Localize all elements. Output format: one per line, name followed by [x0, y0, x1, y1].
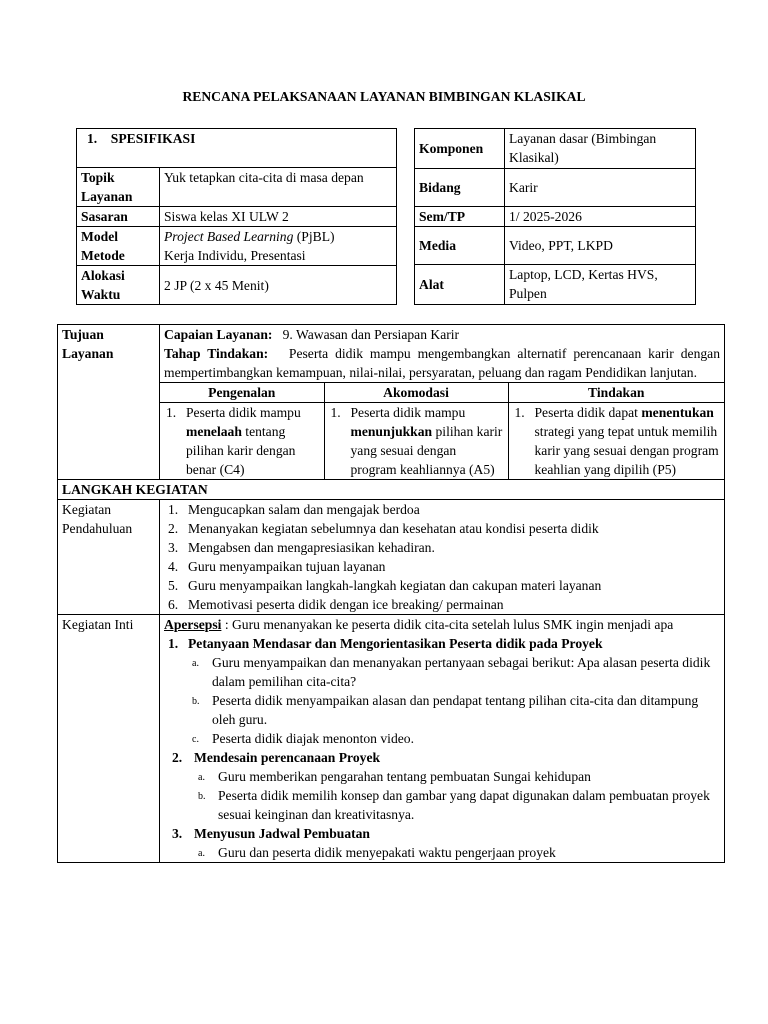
- inti-content: [160, 615, 725, 863]
- media-value: Video, PPT, LKPD: [505, 227, 696, 265]
- col-pengenalan: Pengenalan: [160, 383, 324, 403]
- list-item: 1. Peserta didik dapat menentukan strategi yang tepat untuk memilih karir yang sesuai dengan program keahlian yang dipilih (P5): [514, 405, 719, 477]
- tujuan-subtable: [160, 382, 724, 479]
- akomodasi-cell: [324, 403, 508, 480]
- spesifikasi-heading: [77, 129, 397, 168]
- media-label: Media: [415, 227, 505, 265]
- tahap-line: Tahap Tindakan: Peserta didik mampu mengembangkan alternatif perencanaan karir dengan mempertimbangkan kemampuan, nilai-nilai, persyaratan, peluang dan ragam Pendidikan lanjutan.: [164, 346, 720, 380]
- apersepsi-value: : Guru menanyakan ke peserta didik cita-cita setelah lulus SMK ingin menjadi apa: [224, 617, 674, 632]
- step-3: 3. Menyusun Jadwal Pembuatan a. Guru dan peserta didik menyepakati waktu pengerjaan proyek: [164, 824, 720, 862]
- inti-steps: [164, 634, 720, 862]
- model-value-italic: Project Based Learning: [164, 229, 294, 244]
- model-value-rest: (PjBL): [293, 229, 335, 244]
- list-item: a. Guru memberikan pengarahan tentang pembuatan Sungai kehidupan: [198, 769, 591, 784]
- alat-label: Alat: [415, 265, 505, 305]
- komponen-label: Komponen: [415, 129, 505, 169]
- pendahuluan-content: [160, 500, 725, 615]
- capaian-label: Capaian Layanan: [164, 327, 268, 342]
- alat-value: Laptop, LCD, Kertas HVS, Pulpen: [505, 265, 696, 305]
- model-metode-label: [77, 227, 160, 266]
- langkah-heading: LANGKAH KEGIATAN: [58, 480, 725, 500]
- capaian-value: 9. Wawasan dan Persiapan Karir: [282, 327, 460, 342]
- semtp-value: 1/ 2025-2026: [505, 207, 696, 227]
- komponen-table: [414, 128, 696, 305]
- list-item: 4. Guru menyampaikan tujuan layanan: [168, 559, 386, 574]
- document-title: RENCANA PELAKSANAAN LAYANAN BIMBINGAN KLASIKAL: [182, 89, 586, 104]
- list-item: c. Peserta didik diajak menonton video.: [192, 731, 414, 746]
- sasaran-label: Sasaran: [77, 207, 160, 227]
- list-item: 1. Peserta didik mampu menelaah tentang pilihan karir dengan benar (C4): [166, 405, 301, 477]
- metode-value: Kerja Individu, Presentasi: [164, 248, 306, 263]
- list-item: 1. Mengucapkan salam dan mengajak berdoa: [168, 502, 420, 517]
- tujuan-label: Tujuan Layanan: [58, 325, 160, 480]
- alokasi-value: 2 JP (2 x 45 Menit): [160, 266, 397, 305]
- pendahuluan-label: Kegiatan Pendahuluan: [58, 500, 160, 615]
- list-item: 5. Guru menyampaikan langkah-langkah kegiatan dan cakupan materi layanan: [168, 578, 602, 593]
- list-item: a. Guru menyampaikan dan menanyakan pertanyaan sebagai berikut: Apa alasan peserta didik dalam pemilihan cita-cita?: [192, 655, 711, 689]
- list-item: b. Peserta didik memilih konsep dan gambar yang dapat digunakan dalam pembuatan proyek sesuai keinginan dan kreativitasnya.: [198, 788, 710, 822]
- sasaran-value: Siswa kelas XI ULW 2: [160, 207, 397, 227]
- spesifikasi-table: [76, 128, 397, 305]
- step-3-title: Menyusun Jadwal Pembuatan: [194, 826, 370, 841]
- apersepsi-line: [164, 615, 720, 634]
- komponen-value: Layanan dasar (Bimbingan Klasikal): [505, 129, 696, 169]
- semtp-label: Sem/TP: [415, 207, 505, 227]
- model-value: [164, 227, 392, 246]
- topik-value: Yuk tetapkan cita-cita di masa depan: [160, 168, 397, 207]
- list-item: b. Peserta didik menyampaikan alasan dan pendapat tentang pilihan cita-cita dan ditampung oleh guru.: [192, 693, 699, 727]
- pengenalan-cell: [160, 403, 324, 480]
- main-table: [57, 324, 725, 863]
- tahap-value: Peserta didik mampu mengembangkan alternatif perencanaan karir dengan mempertimbangkan kemampuan, nilai-nilai, persyaratan, peluang dan ragam Pendidikan lanjutan.: [164, 346, 720, 380]
- tahap-label: Tahap Tindakan: [164, 346, 264, 361]
- col-tindakan: Tindakan: [508, 383, 724, 403]
- step-2-title: Mendesain perencanaan Proyek: [194, 750, 381, 765]
- step-2: 2. Mendesain perencanaan Proyek a. Guru memberikan pengarahan tentang pembuatan Sungai kehidupan b. Peserta didik memilih konsep dan gambar yang dapat digunakan dalam pembuatan proyek sesuai keinginan dan kreativitasnya.: [164, 748, 720, 824]
- heading-number: 1.: [87, 131, 98, 146]
- tujuan-content: [160, 325, 725, 480]
- apersepsi-label: Apersepsi: [164, 617, 222, 632]
- capaian-line: Capaian Layanan: 9. Wawasan dan Persiapan Karir: [164, 327, 460, 342]
- step-1: 1. Petanyaan Mendasar dan Mengorientasikan Peserta didik pada Proyek a. Guru menyampaikan dan menanyakan pertanyaan sebagai berikut: Apa alasan peserta didik dalam pemilihan cita-cita? b. Peserta didik menyampaikan alasan dan pendapat tentang pilihan cita-cita dan ditampung oleh guru. c. Peserta didik diajak menonton video.: [164, 634, 720, 748]
- metode-label: Metode: [81, 248, 125, 263]
- tindakan-cell: [508, 403, 724, 480]
- list-item: 1. Peserta didik mampu menunjukkan pilihan karir yang sesuai dengan program keahliannya (A5): [330, 405, 503, 477]
- col-akomodasi: Akomodasi: [324, 383, 508, 403]
- step-1-title: Petanyaan Mendasar dan Mengorientasikan Peserta didik pada Proyek: [188, 636, 603, 651]
- inti-label: Kegiatan Inti: [58, 615, 160, 863]
- alokasi-label: Alokasi Waktu: [77, 266, 160, 305]
- list-item: a. Guru dan peserta didik menyepakati waktu pengerjaan proyek: [198, 845, 556, 860]
- bidang-label: Bidang: [415, 169, 505, 207]
- pendahuluan-list: [164, 500, 720, 614]
- heading-text: SPESIFIKASI: [110, 131, 196, 146]
- bidang-value: Karir: [505, 169, 696, 207]
- model-label: Model: [81, 229, 118, 244]
- topik-label: Topik Layanan: [77, 168, 160, 207]
- list-item: 2. Menanyakan kegiatan sebelumnya dan kesehatan atau kondisi peserta didik: [168, 521, 599, 536]
- model-metode-value: [160, 227, 397, 266]
- list-item: 3. Mengabsen dan mengapresiasikan kehadiran.: [168, 540, 435, 555]
- list-item: 6. Memotivasi peserta didik dengan ice breaking/ permainan: [168, 597, 504, 612]
